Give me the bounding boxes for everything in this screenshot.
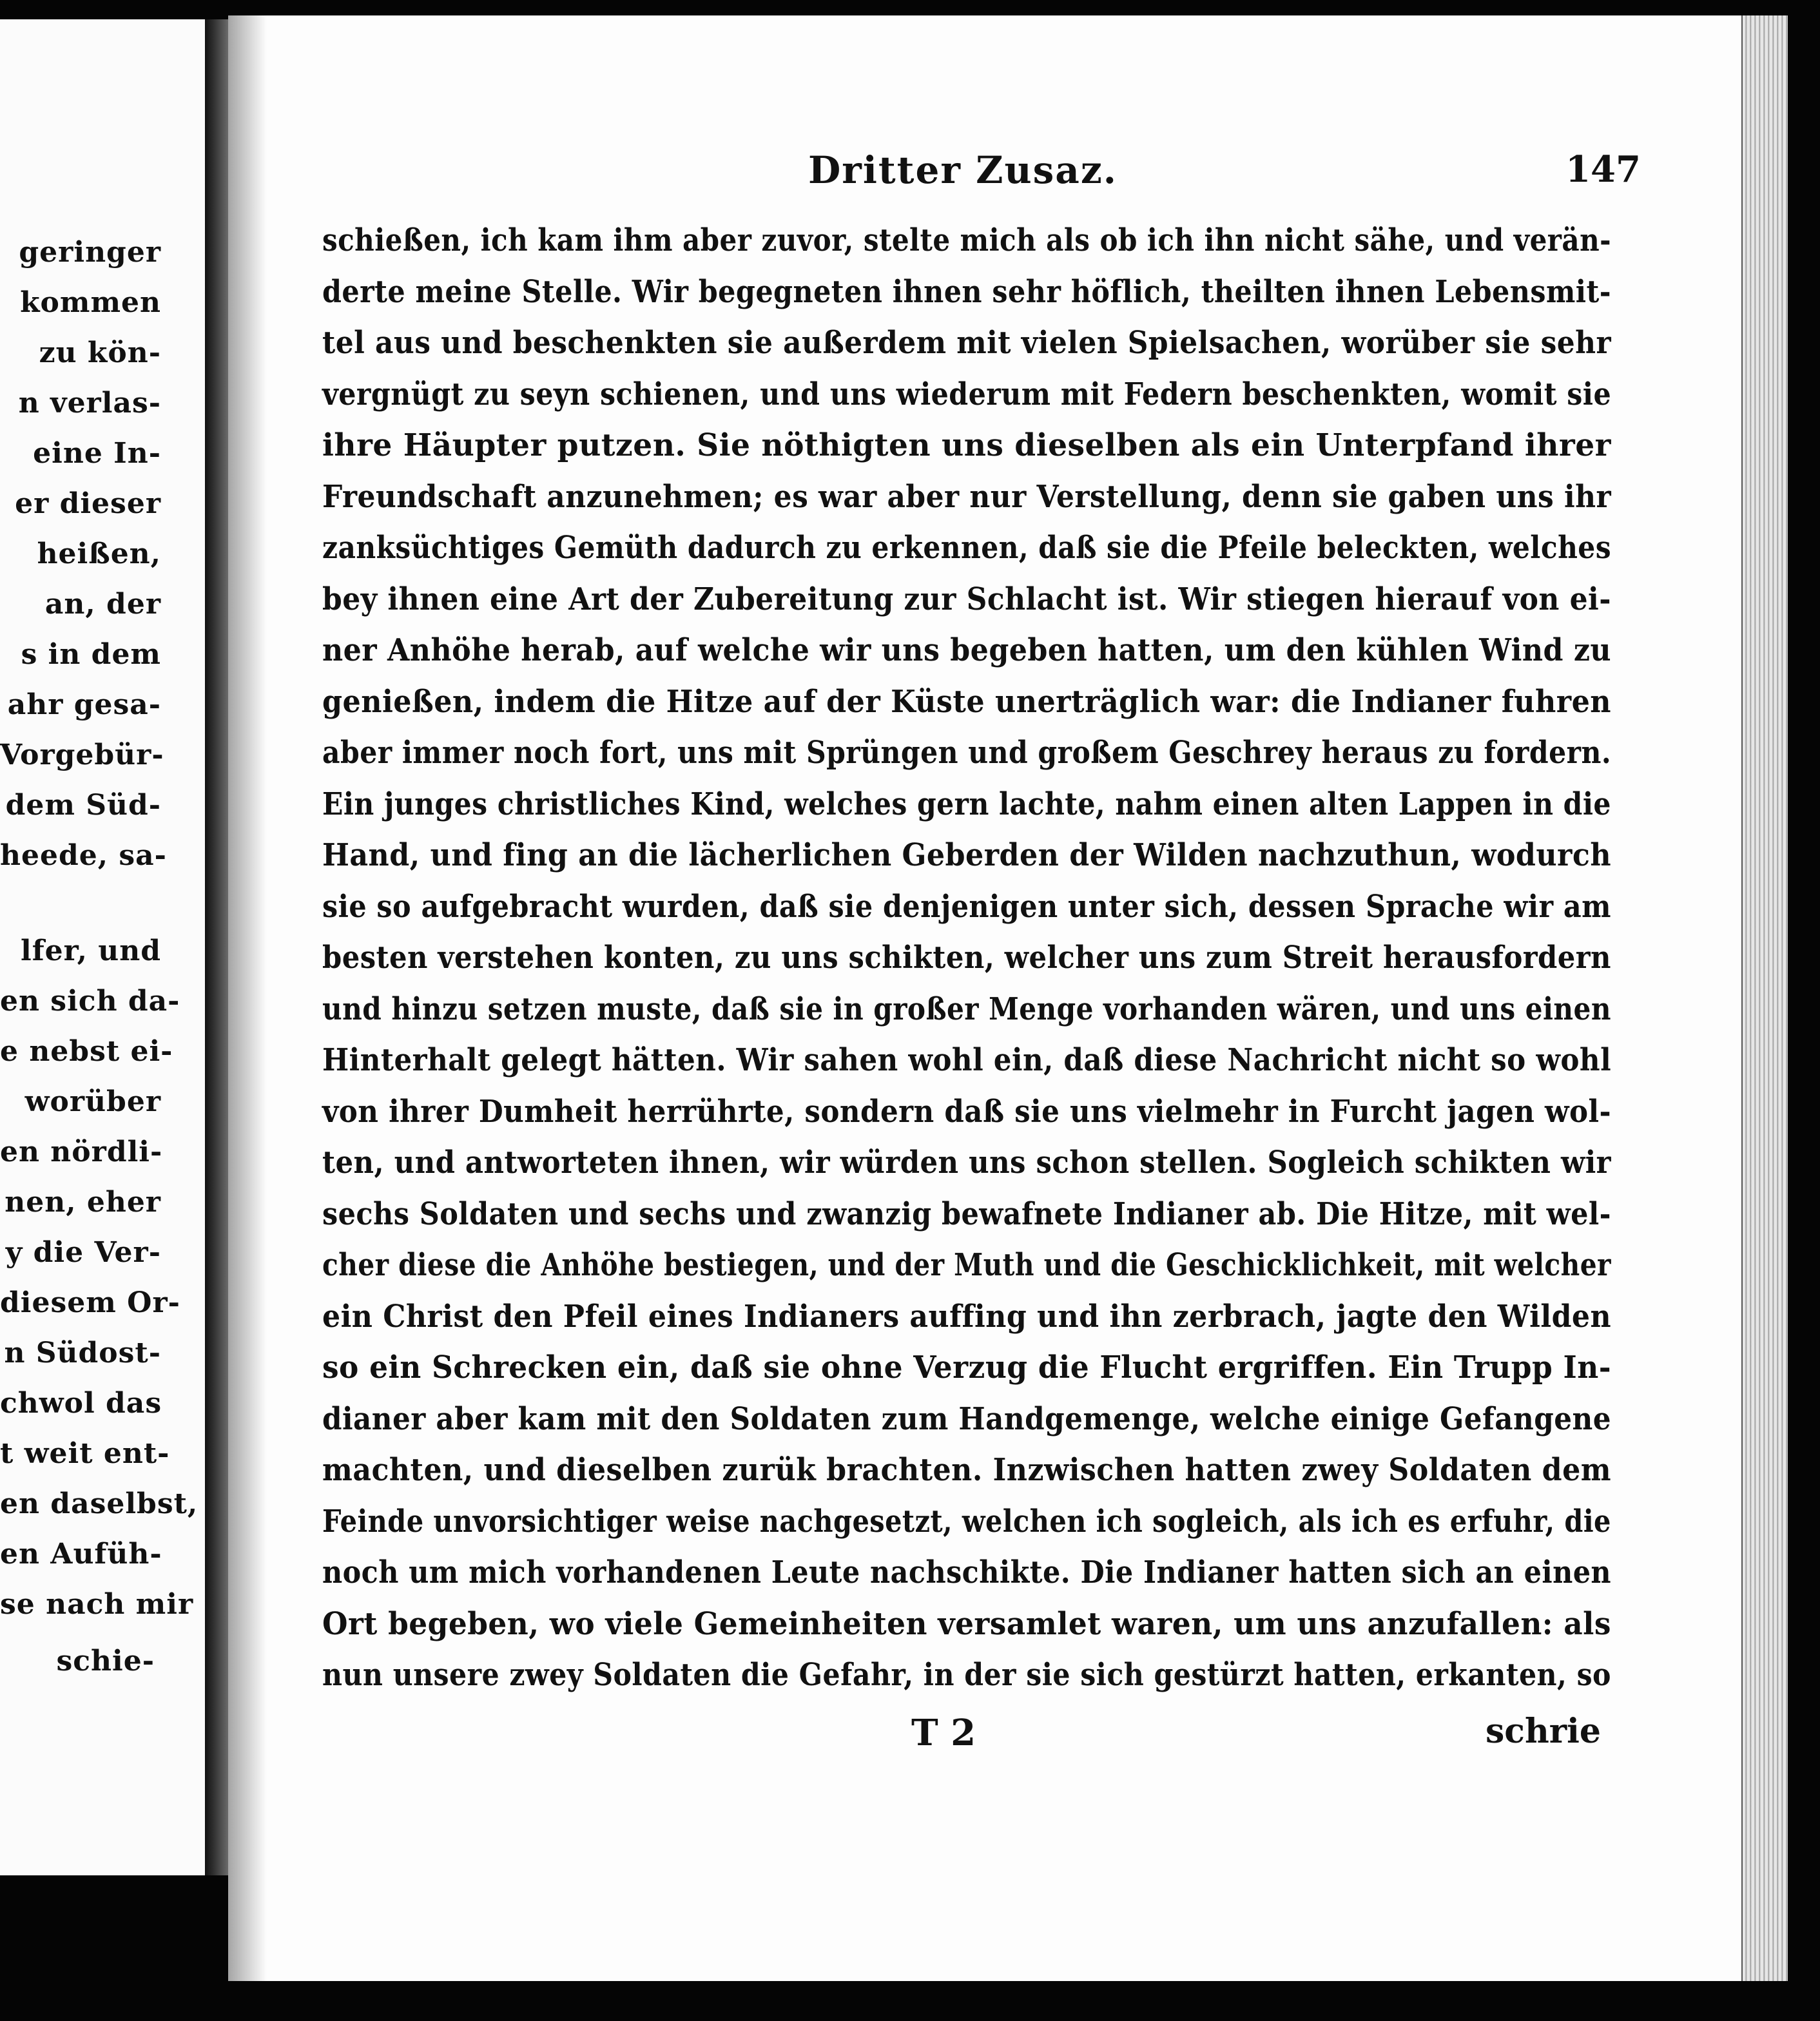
left-page-line: an, der [44, 588, 161, 621]
left-page-line: t weit ent- [0, 1437, 170, 1470]
left-page-line: heißen, [37, 537, 161, 570]
left-page-line: zu kön- [39, 336, 161, 369]
running-head-title: Dritter Zusaz. [808, 148, 1118, 192]
body-line: Feinde unvorsichtiger weise nachgesetzt, welchen ich sogleich, als ich es erfuhr, die [322, 1504, 1611, 1540]
gutter-shadow [228, 15, 267, 1981]
left-page-line: n Südost- [4, 1337, 161, 1369]
body-line: cher diese die Anhöhe bestiegen, und der Muth und die Geschicklichkeit, mit welcher [322, 1247, 1611, 1283]
left-page-line: er dieser [15, 487, 161, 520]
body-line: von ihrer Dumheit herrührte, sondern daß sie uns vielmehr in Furcht jagen wol- [322, 1094, 1612, 1130]
left-page-line: eine In- [33, 437, 161, 470]
body-line: und hinzu setzen muste, daß sie in großer Menge vorhanden wären, und uns einen [322, 991, 1611, 1027]
body-line: ihre Häupter putzen. Sie nöthigten uns dieselben als ein Unterpfand ihrer [322, 427, 1611, 463]
body-line: Freundschaft anzunehmen; es war aber nur Verstellung, denn sie gaben uns ihr [322, 479, 1612, 515]
body-line: genießen, indem die Hitze auf der Küste unerträglich war: die Indianer fuhren [322, 684, 1612, 720]
book-gutter [205, 19, 228, 1875]
body-line: Hinterhalt gelegt hätten. Wir sahen wohl ein, daß diese Nachricht nicht so wohl [322, 1042, 1612, 1078]
left-page-line: en nördli- [0, 1136, 163, 1168]
right-page [228, 15, 1788, 1981]
left-page-line: heede, sa- [0, 839, 167, 872]
left-page-line: nen, eher [5, 1186, 161, 1219]
left-page-line: en daselbst, [0, 1487, 198, 1520]
left-page-line: en Aufüh- [0, 1538, 162, 1571]
body-line: sie so aufgebracht wurden, daß sie denjenigen unter sich, dessen Sprache wir am [322, 889, 1611, 925]
body-line: Hand, und fing an die lächerlichen Geberden der Wilden nachzuthun, wodurch [322, 837, 1612, 873]
body-line: ner Anhöhe herab, auf welche wir uns begeben hatten, um den kühlen Wind zu [322, 632, 1612, 668]
page-stack-edges [1741, 15, 1788, 1981]
left-page-line: schie- [56, 1645, 155, 1678]
left-page-line: worüber [24, 1085, 161, 1118]
left-page-line: y die Ver- [5, 1236, 161, 1269]
body-line: Ein junges christliches Kind, welches gern lachte, nahm einen alten Lappen in die [322, 786, 1611, 822]
left-page-line: geringer [19, 236, 161, 269]
running-head [228, 148, 1788, 193]
body-line: besten verstehen konten, zu uns schikten, welcher uns zum Streit herausfordern [322, 940, 1611, 976]
body-line: Ort begeben, wo viele Gemeinheiten versamlet waren, um uns anzufallen: als [322, 1606, 1611, 1642]
page-number: 147 [1565, 148, 1641, 191]
body-line: nun unsere zwey Soldaten die Gefahr, in der sie sich gestürzt hatten, erkanten, so [322, 1657, 1611, 1693]
body-line: bey ihnen eine Art der Zubereitung zur Schlacht ist. Wir stiegen hierauf von ei- [322, 581, 1611, 617]
left-page-line: diesem Or- [0, 1286, 180, 1319]
body-line: zanksüchtiges Gemüth dadurch zu erkennen, daß sie die Pfeile beleckten, welches [322, 530, 1611, 566]
body-line: machten, und dieselben zurük brachten. Inzwischen hatten zwey Soldaten dem [322, 1452, 1612, 1488]
left-page-line: Vorgebür- [0, 739, 164, 771]
body-line: sechs Soldaten und sechs und zwanzig bewafnete Indianer ab. Die Hitze, mit wel- [322, 1196, 1611, 1232]
body-line: noch um mich vorhandenen Leute nachschikte. Die Indianer hatten sich an einen [322, 1554, 1612, 1591]
left-page-line: s in dem [21, 638, 161, 671]
catchword: schrie [1486, 1712, 1601, 1751]
left-page-line: se nach mir [0, 1588, 194, 1621]
body-line: derte meine Stelle. Wir begegneten ihnen sehr höflich, theilten ihnen Lebensmit- [322, 274, 1611, 310]
body-line: aber immer noch fort, uns mit Sprüngen und großem Geschrey heraus zu fordern. [322, 735, 1612, 771]
body-line: dianer aber kam mit den Soldaten zum Handgemenge, welche einige Gefangene [322, 1401, 1611, 1437]
left-page-line: kommen [20, 286, 161, 319]
body-line: so ein Schrecken ein, daß sie ohne Verzug die Flucht ergriffen. Ein Trupp In- [322, 1349, 1612, 1386]
body-line: tel aus und beschenkten sie außerdem mit vielen Spielsachen, worüber sie sehr [322, 325, 1612, 361]
body-line: vergnügt zu seyn schienen, und uns wiederum mit Federn beschenkten, womit sie [322, 376, 1612, 412]
left-page-line: lfer, und [21, 934, 161, 967]
left-page-line: dem Süd- [5, 789, 161, 822]
body-line: ten, und antworteten ihnen, wir würden uns schon stellen. Sogleich schikten wir [322, 1145, 1611, 1181]
body-line: schießen, ich kam ihm aber zuvor, stelte mich als ob ich ihn nicht sähe, und verän- [322, 222, 1611, 258]
left-page-line: ahr gesa- [7, 688, 161, 721]
left-page-fragment [0, 19, 207, 1875]
left-page-line: e nebst ei- [0, 1035, 173, 1068]
left-page-line: en sich da- [0, 985, 180, 1018]
signature-mark: T 2 [911, 1712, 976, 1754]
left-page-line: n verlas- [18, 387, 161, 420]
left-page-line: chwol das [0, 1387, 162, 1420]
body-line: ein Christ den Pfeil eines Indianers auffing und ihn zerbrach, jagte den Wilden [322, 1299, 1612, 1335]
